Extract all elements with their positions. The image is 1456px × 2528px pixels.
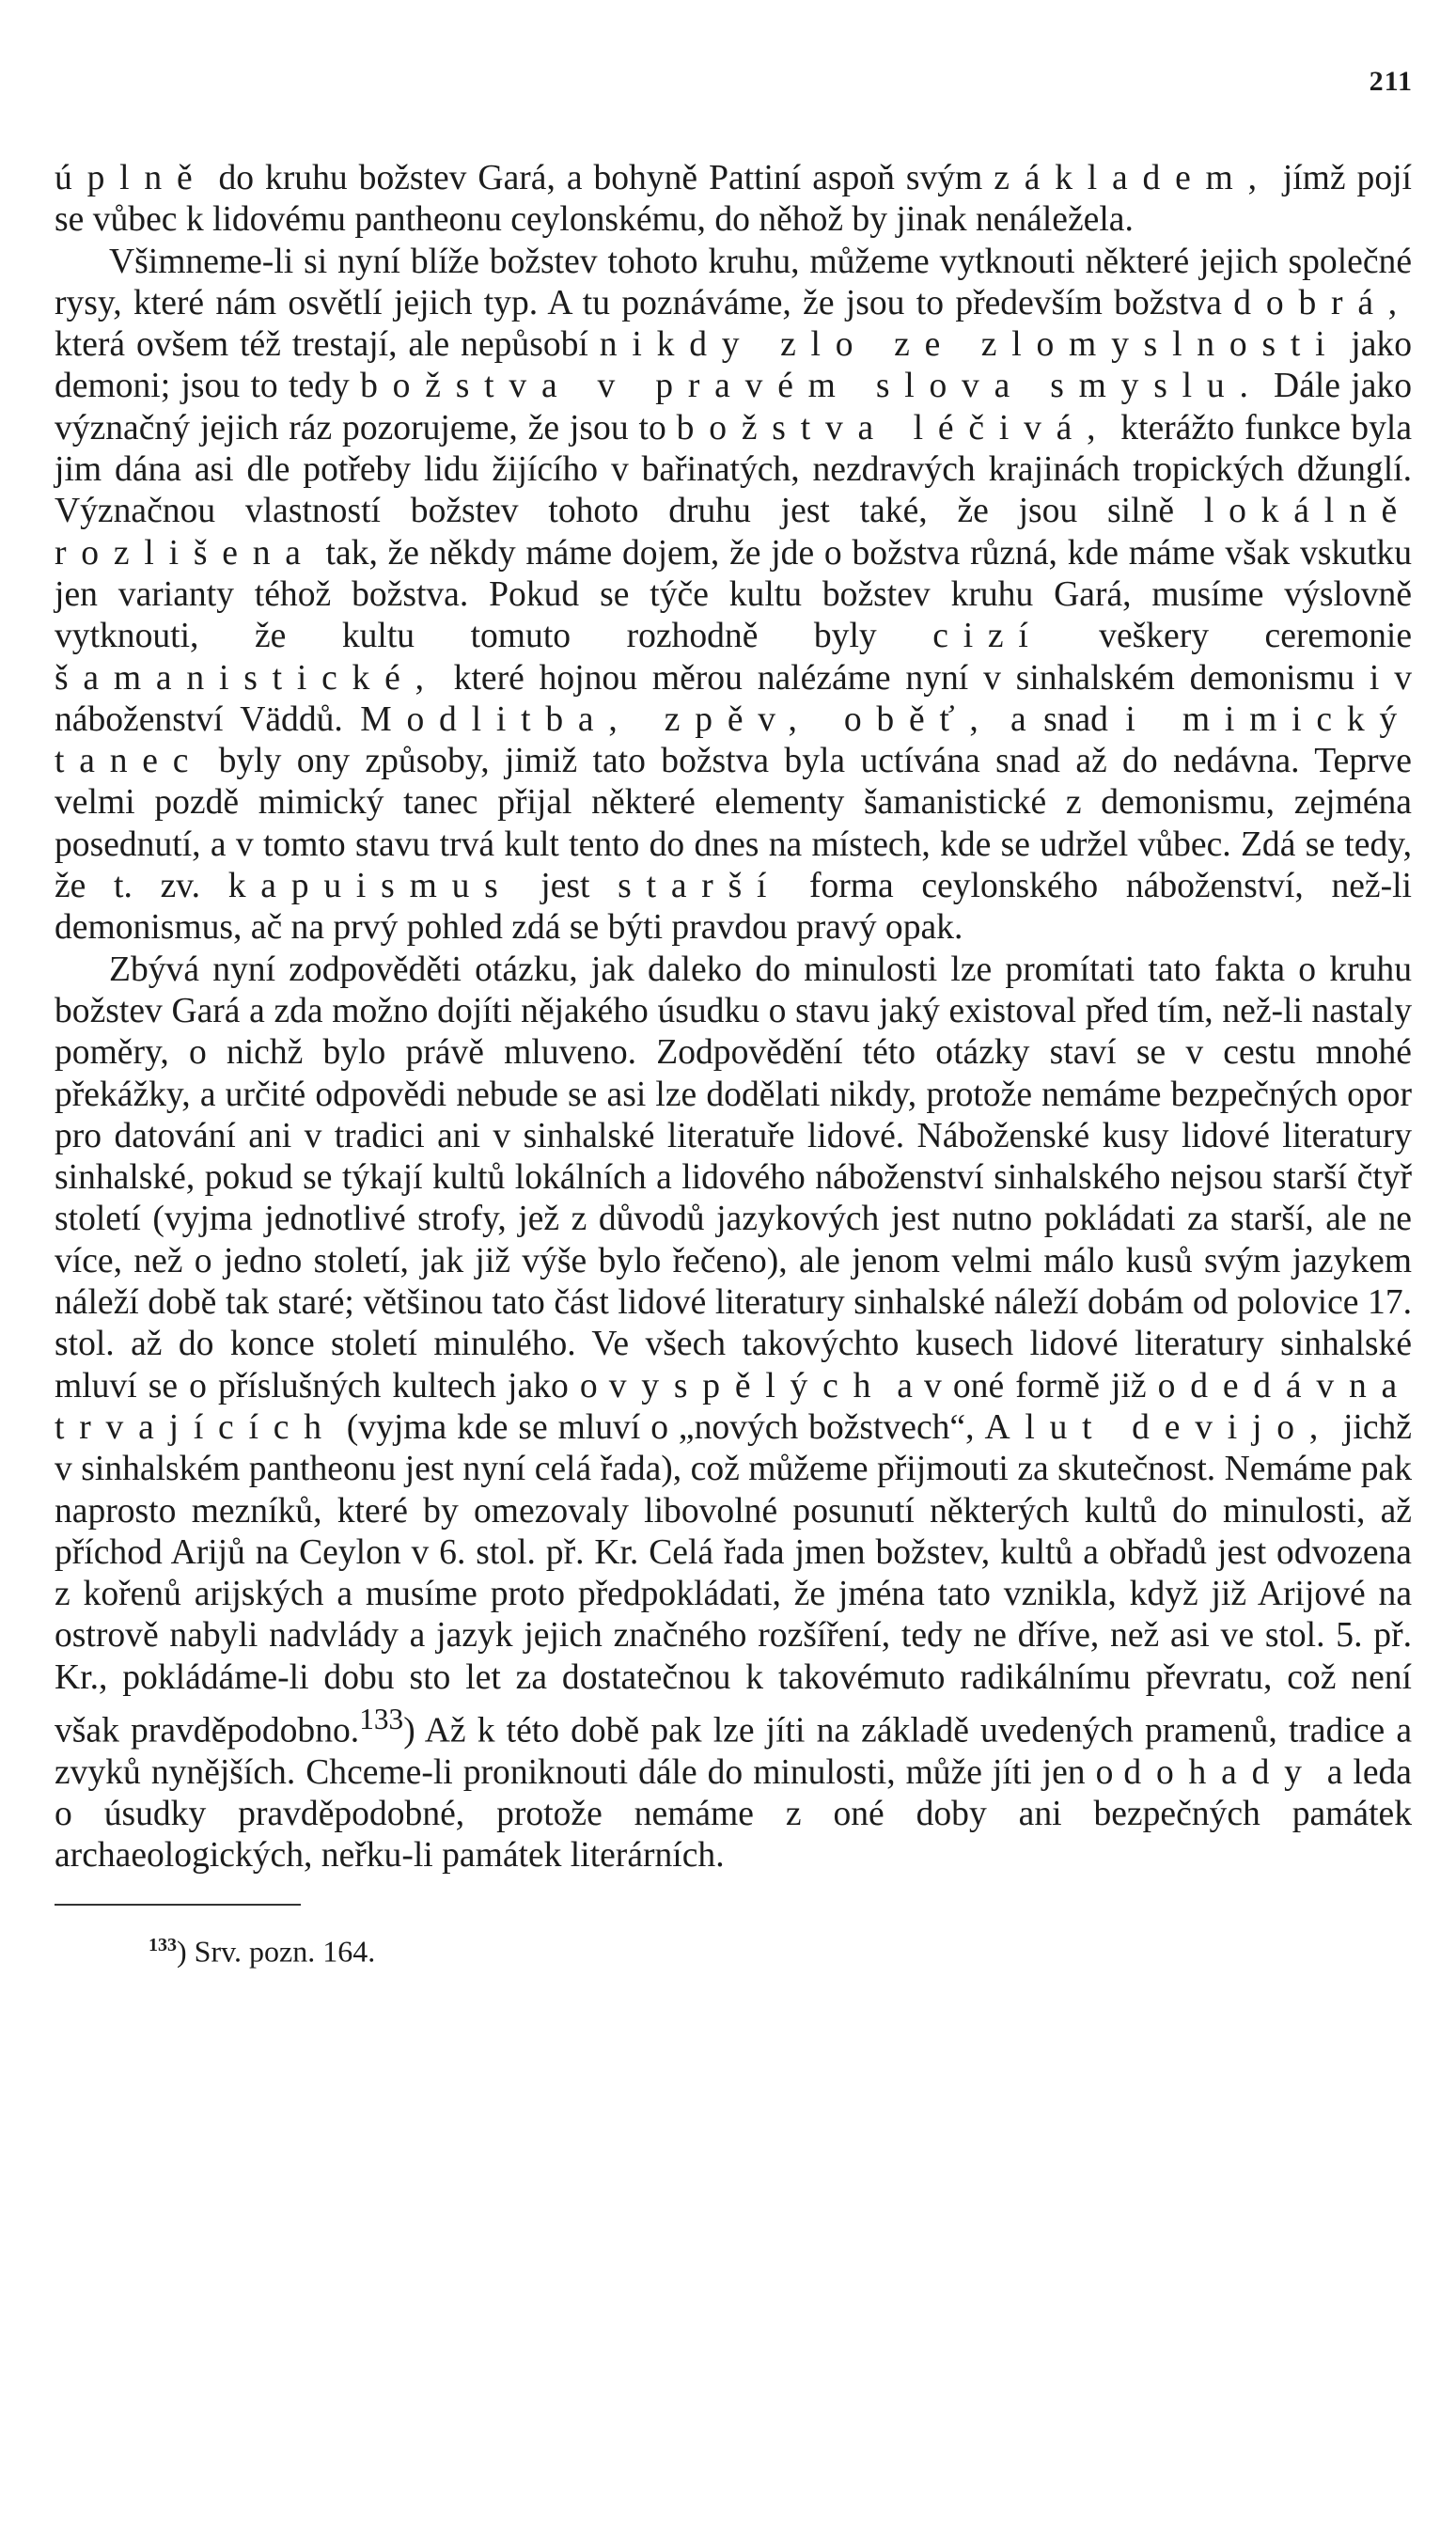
spaced-emphasis: základem, bbox=[994, 159, 1272, 197]
text-run: Dále jako význačný jejich ráz pozorujeme, že jsou to bbox=[55, 367, 1412, 448]
text-run: a snad bbox=[993, 699, 1126, 739]
text-run: jichž v sinhalském pantheonu jest nyní celá řada), což můžeme přijmouti za skutečnost. Nemáme pak naprosto mezníků, které by omezovaly libovolné posunutí některých kultů do minulosti, až příchod Arijů na Ceylon v 6. stol. př. Kr. Celá řada jmen božstev, kultů a obřadů jest odvozena z kořenů arijských a musíme proto předpokládati, že jména tato vznikla, když již Arijové na ostrově nabyli nadvlády a jazyk jejich značného rozšíření, tedy ne dříve, než asi ve stol. 5. př. Kr., pokládáme-li dobu sto let za dostatečnou k takovémuto radikálnímu převratu, což není však pravděpodobno. bbox=[55, 1407, 1412, 1751]
text-run: Zbývá nyní zodpověděti otázku, jak daleko do minulosti lze promítati tato fakta o kruhu božstev Gará a zda možno dojíti nějakého úsudku o stavu jaký existoval před tím, než-li nastaly poměry, o nichž bylo právě mluveno. Zodpovědění této otázky staví se v cestu mnohé překážky, a určité odpovědi nebude se asi lze dodělati nikdy, protože nemáme bezpečných opor pro datování ani v tradici ani v sinhalské literatuře lidové. Náboženské kusy lidové literatury sinhalské, pokud se týkají kultů lokálních a lidového náboženství sinhalského nejsou starší čtyř století (vyjma jednotlivé strofy, jež z důvodů jazykových jest nutno pokládati za starší, ale ne více, než o jedno století, jak již výše bylo řečeno), ale jenom velmi málo kusů svým jazykem náleží době tak staré; většinou tato část lidové literatury sinhalské náleží dobám od polovice 17. stol. až do konce století minulého. Ve všech takovýchto kusech lidové literatury sinhalské mluví se o příslušných kultech jako o bbox=[55, 950, 1412, 1405]
page-number: 211 bbox=[1369, 66, 1413, 97]
text-run: Všimneme-li si nyní blíže božstev tohoto kruhu, můžeme vytknouti některé jejich společné rysy, které nám osvětlí jejich typ. A tu poznáváme, že jsou to především božstva bbox=[55, 242, 1412, 322]
paragraph-continuation bbox=[55, 158, 1412, 242]
text-run: (vyjma kde se mluví o „nových božstvech“, bbox=[336, 1407, 985, 1447]
paragraph-dating bbox=[55, 950, 1412, 1877]
text-run: a leda o úsudky pravděpodobné, protože nemáme z oné doby ani bezpečných památek archaeologických, neřku-li památek literárních. bbox=[55, 1752, 1412, 1876]
text-run: které hojnou měrou nalézáme nyní v sinhalském demonismu i v náboženství Väddů. bbox=[55, 658, 1412, 739]
text-run: jest bbox=[512, 867, 618, 906]
spaced-emphasis: úplně bbox=[55, 159, 208, 197]
text-run: veškery ceremonie bbox=[1042, 617, 1412, 656]
body-text bbox=[55, 158, 1412, 1877]
text-run: do kruhu božstev Gará, a bohyně Pattiní aspoň svým bbox=[207, 159, 994, 197]
spaced-emphasis: kapuismus bbox=[227, 867, 513, 906]
footnote-reference: 133 bbox=[359, 1702, 404, 1735]
text-run: kterážto funkce byla jim dána asi dle potřeby lidu žijícího v bařinatých, nezdravých krajinách tropických džunglí. Význačnou vlastností božstev tohoto druhu jest také, že jsou silně bbox=[55, 408, 1412, 531]
spaced-emphasis: dohady bbox=[1123, 1752, 1317, 1792]
spaced-emphasis: odedávna trvajících bbox=[55, 1366, 1412, 1447]
spaced-emphasis: i mimický tanec bbox=[55, 699, 1412, 781]
text-run: a v oné formě již bbox=[885, 1366, 1158, 1405]
text-run: tak, že někdy máme dojem, že jde o božstva různá, kde máme však vskutku jen varianty téhož božstva. Pokud se týče kultu božstev kruhu Gará, musíme výslovně vytknouti, že kultu tomuto rozhodně byly bbox=[55, 533, 1412, 656]
spaced-emphasis: božstva léčivá, bbox=[676, 408, 1111, 448]
text-run: byly ony způsoby, jimiž tato božstva byla uctívána snad až do nedávna. Teprve velmi pozdě mimický tanec přijal některé elementy šamanistické z demonismu, zejména posednutí, a v tomto stavu trvá kult tento do dnes na místech, kde se udržel vůbec. Zdá se tedy, že t. zv. bbox=[55, 742, 1412, 906]
spaced-emphasis: nikdy zlo ze zlomyslnosti bbox=[599, 325, 1340, 365]
spaced-emphasis: dobrá, bbox=[1233, 283, 1412, 322]
spaced-emphasis: šamanistické, bbox=[55, 658, 439, 698]
footnote-separator bbox=[55, 1904, 301, 1906]
footnote-marker: 133 bbox=[149, 1935, 177, 1955]
footnote bbox=[149, 1926, 375, 1971]
spaced-emphasis: božstva v pravém slova smyslu. bbox=[360, 367, 1263, 406]
spaced-emphasis: Alut devijo, bbox=[984, 1407, 1334, 1447]
text-run: jako demoni; jsou to tedy bbox=[55, 325, 1412, 406]
spaced-emphasis: lokálně rozlišena bbox=[55, 492, 1412, 573]
spaced-emphasis: starší bbox=[618, 867, 782, 906]
spaced-emphasis: cizí bbox=[932, 617, 1043, 656]
text-run: forma ceylonského náboženství, než-li demonismus, ač na prvý pohled zdá se býti pravdou pravý opak. bbox=[55, 867, 1412, 948]
paragraph-characteristics bbox=[55, 242, 1412, 950]
text-run: jímž pojí se vůbec k lidovému pantheonu ceylonskému, do něhož by jinak nenáležela. bbox=[55, 159, 1412, 240]
footnote-text: ) Srv. pozn. 164. bbox=[177, 1934, 376, 1969]
spaced-emphasis: Modlitba, zpěv, oběť, bbox=[360, 699, 994, 739]
text-run: ) Až k této době pak lze jíti na základě uvedených pramenů, tradice a zvyků nynějších. Chceme-li proniknouti dále do minulosti, může jíti jen o bbox=[55, 1711, 1413, 1792]
spaced-emphasis: vyspělých bbox=[608, 1366, 886, 1405]
text-run: která ovšem též trestají, ale nepůsobí bbox=[55, 325, 600, 365]
